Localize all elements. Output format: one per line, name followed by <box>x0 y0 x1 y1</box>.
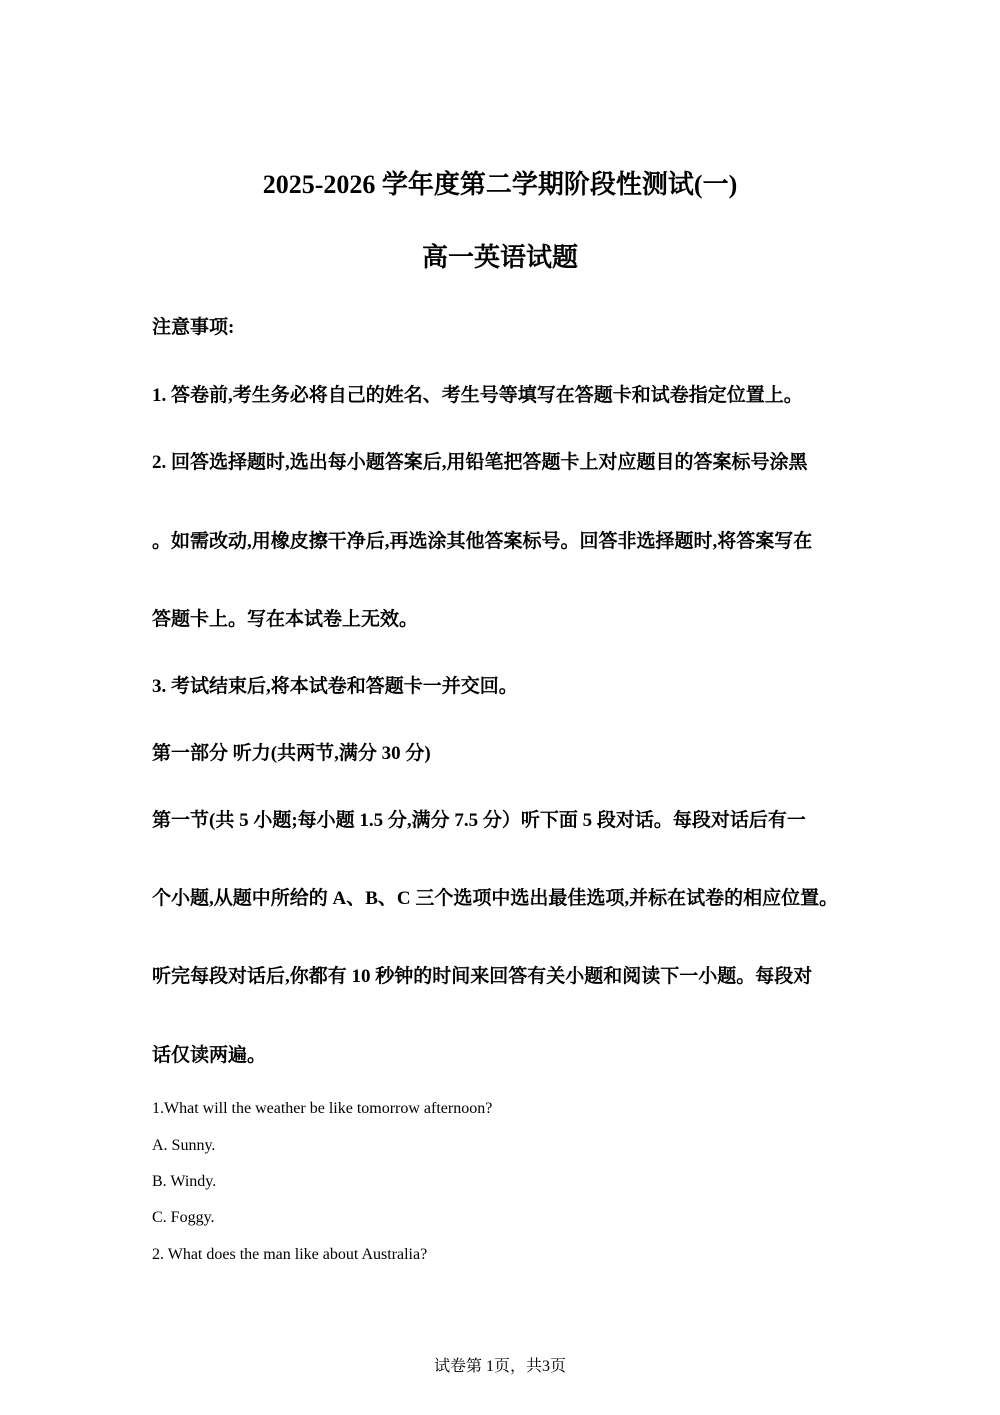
section1-line-3: 听完每段对话后,你都有 10 秒钟的时间来回答有关小题和阅读下一小题。每段对 <box>152 966 813 987</box>
notice-item-3: 3. 考试结束后,将本试卷和答题卡一并交回。 <box>152 676 518 697</box>
section1-line-2: 个小题,从题中所给的 A、B、C 三个选项中选出最佳选项,并标在试卷的相应位置。 <box>152 888 839 909</box>
question-1-stem: 1.What will the weather be like tomorrow afternoon? <box>152 1100 493 1117</box>
notice-item-2-line-3: 答题卡上。写在本试卷上无效。 <box>152 609 419 630</box>
question-2-stem: 2. What does the man like about Australia? <box>152 1246 428 1263</box>
section1-line-4: 话仅读两遍。 <box>152 1045 267 1066</box>
notice-heading: 注意事项: <box>152 317 235 338</box>
notice-item-2-line-1: 2. 回答选择题时,选出每小题答案后,用铅笔把答题卡上对应题目的答案标号涂黑 <box>152 452 808 473</box>
question-1-option-a: A. Sunny. <box>152 1137 216 1154</box>
page-footer: 试卷第 1页，共3页 <box>433 1358 566 1375</box>
part1-heading: 第一部分 听力(共两节,满分 30 分) <box>152 743 431 764</box>
section1-line-1: 第一节(共 5 小题;每小题 1.5 分,满分 7.5 分）听下面 5 段对话。每段对话后有一 <box>152 810 806 831</box>
notice-item-1: 1. 答卷前,考生务必将自己的姓名、考生号等填写在答题卡和试卷指定位置上。 <box>152 385 803 406</box>
exam-subtitle: 高一英语试题 <box>421 243 578 272</box>
exam-title: 2025-2026 学年度第二学期阶段性测试(一) <box>262 170 738 199</box>
question-1-option-b: B. Windy. <box>152 1173 217 1190</box>
notice-item-2-line-2: 。如需改动,用橡皮擦干净后,再选涂其他答案标号。回答非选择题时,将答案写在 <box>152 531 813 552</box>
question-1-option-c: C. Foggy. <box>152 1209 215 1226</box>
